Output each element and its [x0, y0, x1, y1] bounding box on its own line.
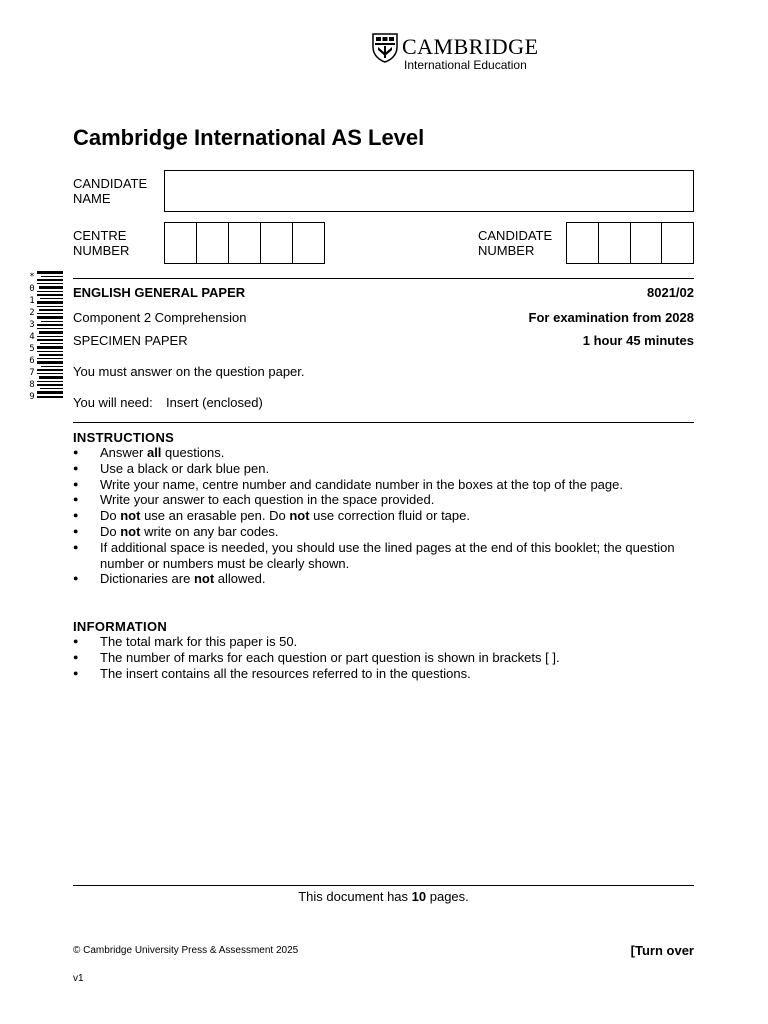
turn-over: [Turn over — [630, 943, 694, 958]
instruction-item — [73, 508, 694, 524]
barcode-digit: 5 — [29, 344, 35, 354]
need-value: Insert (enclosed) — [166, 395, 263, 410]
instructions-section — [73, 430, 694, 587]
instruction-item — [73, 461, 694, 477]
candidate-number-label-line2: NUMBER — [478, 243, 535, 258]
divider-middle — [73, 422, 694, 423]
instruction-item — [73, 477, 694, 493]
instruction-text: Use a black or dark blue pen. — [100, 460, 270, 476]
cambridge-crest-icon — [372, 33, 398, 63]
instruction-text: write on any bar codes. — [140, 523, 279, 539]
centre-number-cell[interactable] — [229, 223, 261, 263]
component-name: Component 2 Comprehension — [73, 310, 247, 325]
page-count-number: 10 — [411, 889, 427, 904]
centre-number-label-line1: CENTRE — [73, 228, 127, 243]
candidate-name-label — [73, 176, 147, 206]
instruction-text: use correction fluid or tape. — [309, 508, 470, 524]
page-count — [73, 889, 694, 904]
paper-code: 8021/02 — [647, 285, 694, 300]
instructions-list — [73, 445, 694, 587]
centre-number-cell[interactable] — [197, 223, 229, 263]
page-count-text: pages. — [426, 889, 469, 904]
barcode-digit: 3 — [29, 320, 35, 330]
candidate-name-box[interactable] — [164, 170, 694, 212]
candidate-number-cell[interactable] — [567, 223, 599, 263]
centre-number-cell[interactable] — [165, 223, 197, 263]
instruction-text: Write your answer to each question in the space provided. — [100, 492, 435, 508]
barcode-digit: 1 — [29, 296, 35, 306]
information-item: ● The total mark for this paper is 50. — [73, 634, 694, 650]
instruction-text: Do — [100, 508, 121, 524]
instruction-text: If additional space is needed, you should use the lined pages at the end of this booklet; the question number or numbers must be clearly shown. — [100, 539, 675, 571]
barcode-digit: 4 — [29, 332, 35, 342]
instruction-emphasis: not — [120, 523, 141, 539]
candidate-number-label-line1: CANDIDATE — [478, 228, 553, 243]
barcode-digit: 2 — [29, 308, 35, 318]
instruction-text: Answer — [100, 445, 147, 460]
barcode-digit: 8 — [29, 380, 35, 390]
information-section — [73, 619, 694, 681]
centre-number-label-line2: NUMBER — [73, 243, 130, 258]
centre-number-cell[interactable] — [293, 223, 324, 263]
divider-top — [73, 278, 694, 279]
duration: 1 hour 45 minutes — [582, 333, 694, 348]
instruction-emphasis: not — [289, 508, 310, 524]
instruction-text: use an erasable pen. Do — [140, 508, 290, 524]
qualification-title: Cambridge International AS Level — [73, 125, 425, 150]
copyright: © Cambridge University Press & Assessment 2025 — [73, 945, 299, 956]
subject-title: ENGLISH GENERAL PAPER — [73, 285, 246, 300]
cambridge-logo — [372, 33, 544, 73]
answer-note: You must answer on the question paper. — [73, 364, 305, 379]
instruction-item — [73, 540, 694, 572]
barcode-digit: 9 — [29, 392, 35, 402]
candidate-number-label — [478, 228, 552, 258]
barcode-icon — [37, 271, 63, 398]
instruction-text: Write your name, centre number and candidate number in the boxes at the top of the page. — [100, 476, 623, 492]
barcode-digit: 0 — [29, 284, 35, 294]
information-item: ● The insert contains all the resources referred to in the questions. — [73, 666, 694, 682]
instruction-emphasis: not — [193, 571, 215, 587]
barcode-digit: 7 — [29, 368, 35, 378]
logo-wordmark: CAMBRIDGE — [402, 34, 539, 59]
barcode-digit: * — [29, 272, 35, 282]
logo-subtitle: International Education — [404, 58, 527, 72]
candidate-name-label-line2: NAME — [73, 191, 111, 206]
instruction-item — [73, 524, 694, 540]
information-list — [73, 634, 694, 681]
candidate-number-cell[interactable] — [662, 223, 693, 263]
instruction-text: allowed. — [214, 571, 266, 587]
candidate-number-boxes[interactable] — [566, 222, 694, 264]
version-label: v1 — [73, 973, 84, 984]
candidate-number-cell[interactable] — [631, 223, 663, 263]
centre-number-boxes[interactable] — [164, 222, 325, 264]
instruction-item — [73, 445, 694, 461]
page-count-text: This document has — [298, 889, 412, 904]
centre-number-cell[interactable] — [261, 223, 293, 263]
instruction-text: Do — [100, 523, 121, 539]
candidate-name-label-line1: CANDIDATE — [73, 176, 148, 191]
barcode-digit: 6 — [29, 356, 35, 366]
paper-type: SPECIMEN PAPER — [73, 333, 188, 348]
instruction-emphasis: all — [146, 445, 162, 460]
instruction-item — [73, 571, 694, 587]
instruction-emphasis: not — [120, 508, 141, 524]
divider-bottom — [73, 885, 694, 886]
centre-number-label — [73, 228, 129, 258]
information-item: ● The number of marks for each question or part question is shown in brackets [ ]. — [73, 650, 694, 666]
instruction-text: Dictionaries are — [100, 571, 194, 587]
information-title: INFORMATION — [73, 619, 168, 634]
instruction-text: questions. — [161, 445, 225, 460]
instruction-item — [73, 492, 694, 508]
need-label: You will need: — [73, 395, 153, 410]
candidate-number-cell[interactable] — [599, 223, 631, 263]
instructions-title: INSTRUCTIONS — [73, 430, 175, 445]
exam-from: For examination from 2028 — [528, 310, 694, 325]
